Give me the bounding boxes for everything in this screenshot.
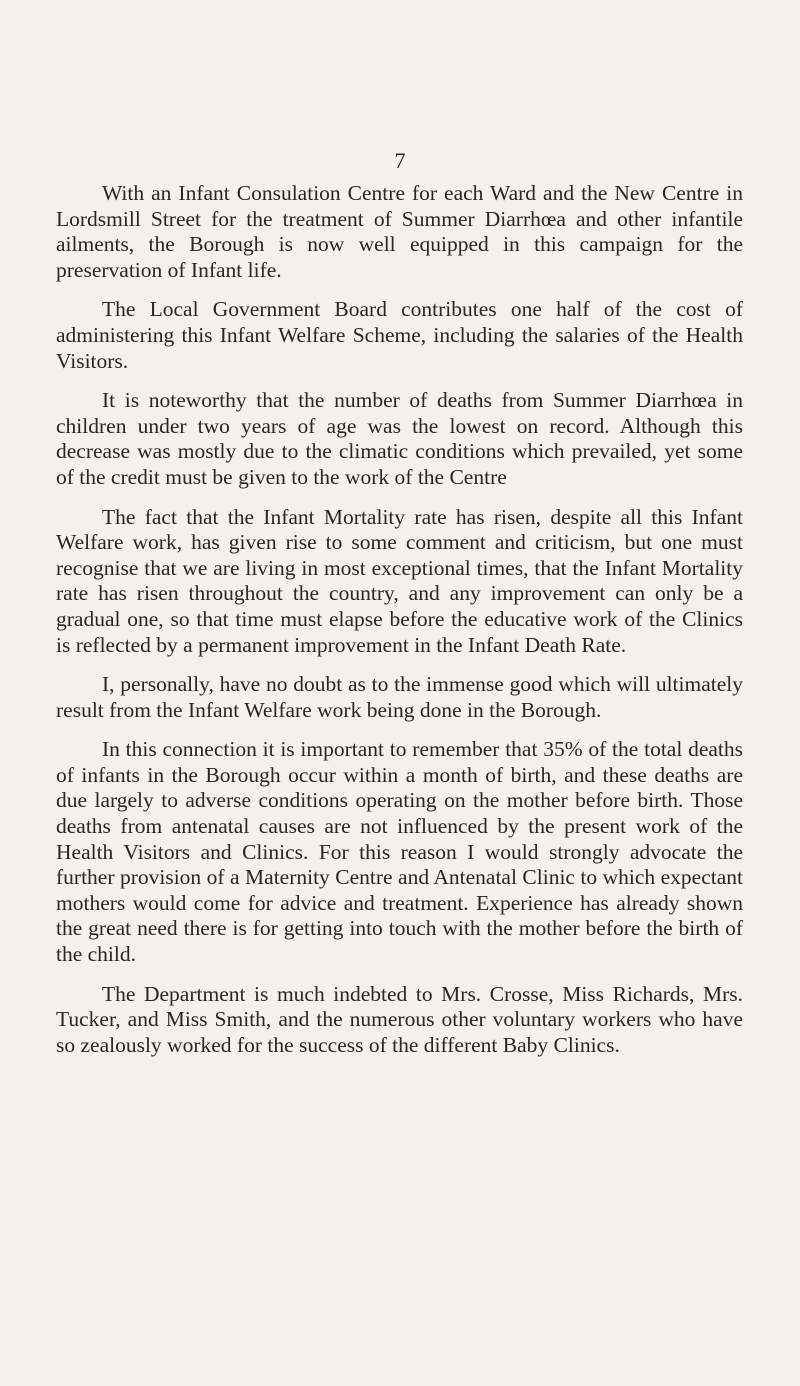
paragraph-summer-diarrhoea-deaths: It is noteworthy that the number of deaths from Summer Diarrhœa in children under two years of age was the lowest on record. Although this decrease was mostly due to the climatic conditions which prevailed, yet some of the credit must be given to the work of the Centre	[56, 388, 743, 489]
page-number: 7	[394, 148, 406, 173]
paragraph-infant-consultation-centre: With an Infant Consulation Centre for each Ward and the New Centre in Lordsmill Street for the treatment of Summer Diarrhœa and other infantile ailments, the Borough is now well equipped in this campaign for the preservation of Infant life.	[56, 181, 743, 282]
paragraph-local-government-board: The Local Government Board contributes one half of the cost of administering this Infant Welfare Scheme, including the salaries of the Health Visitors.	[56, 297, 743, 373]
paragraph-acknowledgements: The Department is much indebted to Mrs. Crosse, Miss Richards, Mrs. Tucker, and Miss Smith, and the numerous other voluntary workers who have so zealously worked for the success of the different Baby Clinics.	[56, 981, 743, 1057]
paragraph-antenatal-causes: In this connection it is important to remember that 35% of the total deaths of infants in the Borough occur within a month of birth, and these deaths are due largely to adverse conditions operating on the mother before birth. Those deaths from antenatal causes are not influenced by the present work of the Health Visitors and Clinics. For this reason I would strongly advocate the further provision of a Maternity Centre and Antenatal Clinic to which expectant mothers would come for advice and treatment. Experience has already shown the great need there is for getting into touch with the mother before the birth of the child.	[56, 737, 743, 967]
paragraph-infant-mortality-rate: The fact that the Infant Mortality rate has risen, despite all this Infant Welfare work, has given rise to some comment and criticism, but one must recognise that we are living in most exceptional times, that the Infant Mortality rate has risen throughout the country, and any improvement can only be a gradual one, so that time must elapse before the educative work of the Clinics is reflected by a permanent improvement in the Infant Death Rate.	[56, 504, 743, 657]
paragraph-personal-opinion: I, personally, have no doubt as to the immense good which will ultimately result from the Infant Welfare work being done in the Borough.	[56, 672, 743, 722]
body-text	[56, 181, 743, 1072]
